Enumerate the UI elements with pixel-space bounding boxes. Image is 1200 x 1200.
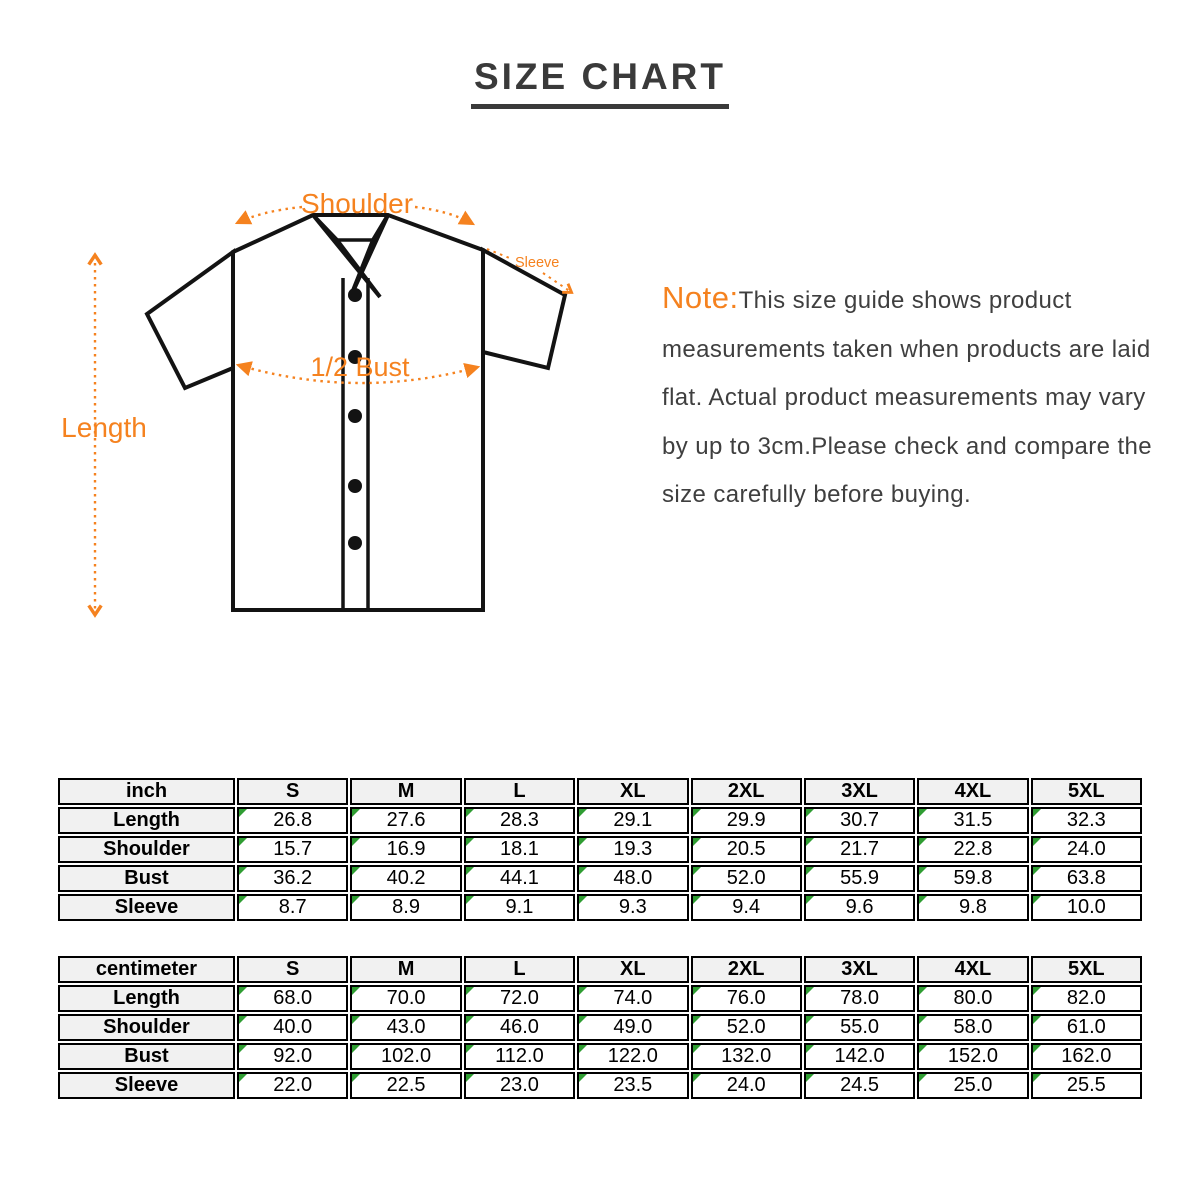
measurement-value-cell: 24.0	[1031, 836, 1142, 863]
size-tables-section	[56, 776, 1144, 1101]
green-corner-marker	[1033, 987, 1041, 995]
green-corner-marker	[919, 838, 927, 846]
button	[348, 479, 362, 493]
green-corner-marker	[352, 809, 360, 817]
green-corner-marker	[693, 1074, 701, 1082]
measurement-value-cell: 132.0	[691, 1043, 802, 1070]
unit-header-cell: inch	[58, 778, 235, 805]
measurement-row-label: Length	[58, 807, 235, 834]
green-corner-marker	[239, 809, 247, 817]
measurement-value-cell: 25.0	[917, 1072, 1028, 1099]
green-corner-marker	[466, 896, 474, 904]
measurement-value-cell: 40.0	[237, 1014, 348, 1041]
size-column-header: S	[237, 956, 348, 983]
measurement-value-cell: 80.0	[917, 985, 1028, 1012]
sleeve-label: Sleeve	[515, 255, 560, 271]
measurement-value-cell: 10.0	[1031, 894, 1142, 921]
green-corner-marker	[919, 987, 927, 995]
size-column-header: 4XL	[917, 956, 1028, 983]
green-corner-marker	[806, 987, 814, 995]
green-corner-marker	[806, 1074, 814, 1082]
measurement-value-cell: 55.9	[804, 865, 915, 892]
measurement-row-label: Bust	[58, 1043, 235, 1070]
shoulder-label: Shoulder	[300, 188, 414, 219]
green-corner-marker	[466, 1074, 474, 1082]
table-row	[58, 836, 1142, 863]
green-corner-marker	[693, 987, 701, 995]
size-column-header: 5XL	[1031, 778, 1142, 805]
measurement-row-label: Shoulder	[58, 1014, 235, 1041]
table-row	[58, 1043, 1142, 1070]
measurement-value-cell: 9.3	[577, 894, 688, 921]
green-corner-marker	[1033, 1045, 1041, 1053]
measurement-value-cell: 102.0	[350, 1043, 461, 1070]
measurement-value-cell: 24.0	[691, 1072, 802, 1099]
green-corner-marker	[352, 1045, 360, 1053]
green-corner-marker	[239, 1045, 247, 1053]
measurement-value-cell: 44.1	[464, 865, 575, 892]
green-corner-marker	[1033, 838, 1041, 846]
unit-header-cell: centimeter	[58, 956, 235, 983]
green-corner-marker	[239, 867, 247, 875]
green-corner-marker	[466, 809, 474, 817]
table-header-row	[58, 956, 1142, 983]
size-column-header: XL	[577, 778, 688, 805]
measurement-value-cell: 58.0	[917, 1014, 1028, 1041]
green-corner-marker	[352, 867, 360, 875]
size-column-header: 2XL	[691, 778, 802, 805]
measurement-value-cell: 22.0	[237, 1072, 348, 1099]
measurement-value-cell: 43.0	[350, 1014, 461, 1041]
measurement-value-cell: 29.1	[577, 807, 688, 834]
button	[348, 536, 362, 550]
measurement-value-cell: 9.6	[804, 894, 915, 921]
size-column-header: 3XL	[804, 956, 915, 983]
table-row	[58, 865, 1142, 892]
measurement-value-cell: 76.0	[691, 985, 802, 1012]
note-text: This size guide shows product measurements taken when products are laid flat. Actual product measurements may vary by up to 3cm.Please check and compare the size carefully before buying.	[662, 287, 1153, 508]
measurement-value-cell: 49.0	[577, 1014, 688, 1041]
measurement-value-cell: 162.0	[1031, 1043, 1142, 1070]
green-corner-marker	[1033, 1074, 1041, 1082]
green-corner-marker	[466, 838, 474, 846]
measurement-row-label: Sleeve	[58, 1072, 235, 1099]
left-sleeve	[147, 252, 233, 388]
size-column-header: S	[237, 778, 348, 805]
table-row	[58, 894, 1142, 921]
size-column-header: M	[350, 956, 461, 983]
measurement-row-label: Bust	[58, 865, 235, 892]
size-table-centimeter	[56, 954, 1144, 1101]
green-corner-marker	[579, 1045, 587, 1053]
measurement-value-cell: 70.0	[350, 985, 461, 1012]
measurement-value-cell: 55.0	[804, 1014, 915, 1041]
green-corner-marker	[466, 1045, 474, 1053]
table-row	[58, 807, 1142, 834]
measurement-value-cell: 8.7	[237, 894, 348, 921]
measurement-value-cell: 23.5	[577, 1072, 688, 1099]
measurement-value-cell: 9.8	[917, 894, 1028, 921]
green-corner-marker	[1033, 896, 1041, 904]
table-row	[58, 1072, 1142, 1099]
green-corner-marker	[1033, 867, 1041, 875]
green-corner-marker	[806, 1045, 814, 1053]
green-corner-marker	[919, 867, 927, 875]
measurement-row-label: Length	[58, 985, 235, 1012]
measurement-value-cell: 16.9	[350, 836, 461, 863]
green-corner-marker	[466, 867, 474, 875]
size-column-header: 5XL	[1031, 956, 1142, 983]
green-corner-marker	[693, 838, 701, 846]
green-corner-marker	[579, 838, 587, 846]
measurement-value-cell: 46.0	[464, 1014, 575, 1041]
measurement-value-cell: 72.0	[464, 985, 575, 1012]
green-corner-marker	[239, 987, 247, 995]
bust-label: 1/2 Bust	[310, 352, 410, 382]
table-row	[58, 985, 1142, 1012]
measurement-value-cell: 61.0	[1031, 1014, 1142, 1041]
note-paragraph	[662, 274, 1164, 520]
measurement-value-cell: 92.0	[237, 1043, 348, 1070]
measurement-value-cell: 24.5	[804, 1072, 915, 1099]
green-corner-marker	[466, 987, 474, 995]
length-label: Length	[61, 412, 147, 443]
measurement-value-cell: 27.6	[350, 807, 461, 834]
measurement-row-label: Sleeve	[58, 894, 235, 921]
measurement-value-cell: 25.5	[1031, 1072, 1142, 1099]
shirt-measurement-diagram	[40, 180, 620, 650]
size-column-header: L	[464, 778, 575, 805]
measurement-value-cell: 19.3	[577, 836, 688, 863]
table-row	[58, 1014, 1142, 1041]
button	[348, 288, 362, 302]
shoulder-arrow-right	[415, 207, 473, 224]
measurement-value-cell: 15.7	[237, 836, 348, 863]
measurement-value-cell: 20.5	[691, 836, 802, 863]
measurement-value-cell: 48.0	[577, 865, 688, 892]
measurement-value-cell: 18.1	[464, 836, 575, 863]
green-corner-marker	[919, 809, 927, 817]
green-corner-marker	[693, 867, 701, 875]
measurement-value-cell: 78.0	[804, 985, 915, 1012]
measurement-value-cell: 21.7	[804, 836, 915, 863]
measurement-value-cell: 152.0	[917, 1043, 1028, 1070]
measurement-value-cell: 122.0	[577, 1043, 688, 1070]
measurement-value-cell: 82.0	[1031, 985, 1142, 1012]
measurement-value-cell: 26.8	[237, 807, 348, 834]
green-corner-marker	[352, 987, 360, 995]
measurement-value-cell: 31.5	[917, 807, 1028, 834]
green-corner-marker	[352, 1016, 360, 1024]
green-corner-marker	[579, 867, 587, 875]
green-corner-marker	[466, 1016, 474, 1024]
size-column-header: M	[350, 778, 461, 805]
measurement-value-cell: 68.0	[237, 985, 348, 1012]
note-heading: Note:	[662, 280, 739, 315]
measurement-value-cell: 59.8	[917, 865, 1028, 892]
measurement-value-cell: 22.8	[917, 836, 1028, 863]
green-corner-marker	[579, 987, 587, 995]
green-corner-marker	[579, 809, 587, 817]
green-corner-marker	[919, 1016, 927, 1024]
measurement-value-cell: 142.0	[804, 1043, 915, 1070]
measurement-value-cell: 9.1	[464, 894, 575, 921]
size-column-header: 3XL	[804, 778, 915, 805]
green-corner-marker	[239, 1074, 247, 1082]
title-wrap	[0, 58, 1200, 109]
measurement-value-cell: 30.7	[804, 807, 915, 834]
measurement-value-cell: 28.3	[464, 807, 575, 834]
green-corner-marker	[693, 1016, 701, 1024]
green-corner-marker	[806, 838, 814, 846]
table-header-row	[58, 778, 1142, 805]
green-corner-marker	[806, 809, 814, 817]
size-table-inch	[56, 776, 1144, 923]
green-corner-marker	[239, 838, 247, 846]
green-corner-marker	[579, 896, 587, 904]
size-column-header: L	[464, 956, 575, 983]
green-corner-marker	[919, 1074, 927, 1082]
button	[348, 409, 362, 423]
measurement-value-cell: 22.5	[350, 1072, 461, 1099]
green-corner-marker	[579, 1016, 587, 1024]
size-column-header: 4XL	[917, 778, 1028, 805]
green-corner-marker	[919, 896, 927, 904]
measurement-value-cell: 36.2	[237, 865, 348, 892]
green-corner-marker	[693, 1045, 701, 1053]
green-corner-marker	[352, 838, 360, 846]
size-column-header: XL	[577, 956, 688, 983]
green-corner-marker	[352, 896, 360, 904]
measurement-value-cell: 32.3	[1031, 807, 1142, 834]
page-title: SIZE CHART	[471, 58, 729, 109]
measurement-value-cell: 8.9	[350, 894, 461, 921]
green-corner-marker	[1033, 1016, 1041, 1024]
measurement-value-cell: 63.8	[1031, 865, 1142, 892]
green-corner-marker	[806, 1016, 814, 1024]
green-corner-marker	[352, 1074, 360, 1082]
green-corner-marker	[579, 1074, 587, 1082]
measurement-value-cell: 40.2	[350, 865, 461, 892]
green-corner-marker	[806, 896, 814, 904]
measurement-value-cell: 29.9	[691, 807, 802, 834]
green-corner-marker	[693, 809, 701, 817]
measurement-value-cell: 74.0	[577, 985, 688, 1012]
green-corner-marker	[1033, 809, 1041, 817]
measurement-value-cell: 23.0	[464, 1072, 575, 1099]
size-column-header: 2XL	[691, 956, 802, 983]
green-corner-marker	[919, 1045, 927, 1053]
measurement-value-cell: 52.0	[691, 1014, 802, 1041]
green-corner-marker	[806, 867, 814, 875]
measurement-value-cell: 52.0	[691, 865, 802, 892]
shoulder-arrow-left	[237, 207, 302, 223]
green-corner-marker	[693, 896, 701, 904]
green-corner-marker	[239, 896, 247, 904]
measurement-value-cell: 9.4	[691, 894, 802, 921]
green-corner-marker	[239, 1016, 247, 1024]
measurement-row-label: Shoulder	[58, 836, 235, 863]
measurement-value-cell: 112.0	[464, 1043, 575, 1070]
